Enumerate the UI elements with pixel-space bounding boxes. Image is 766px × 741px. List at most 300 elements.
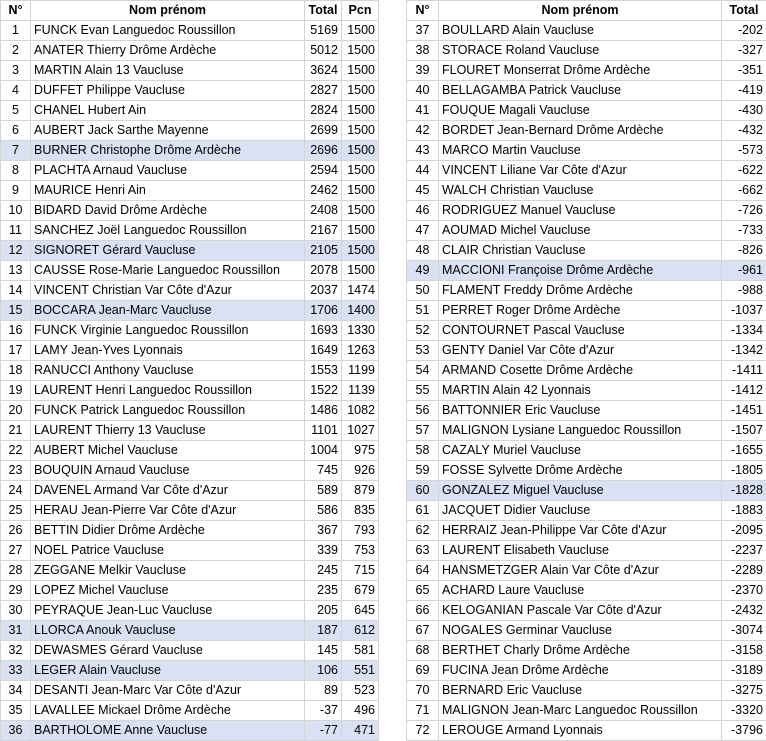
- row-number: 66: [407, 601, 439, 621]
- row-number: 44: [407, 161, 439, 181]
- table-row: [407, 121, 766, 141]
- row-name: BETTIN Didier Drôme Ardèche: [31, 521, 305, 541]
- row-number: 42: [407, 121, 439, 141]
- row-number: 36: [1, 721, 31, 741]
- row-number: 2: [1, 41, 31, 61]
- table-row: [1, 701, 379, 721]
- row-total: -2432: [722, 601, 766, 621]
- row-name: FLAMENT Freddy Drôme Ardèche: [439, 281, 722, 301]
- row-number: 34: [1, 681, 31, 701]
- table-row: [1, 421, 379, 441]
- table-row: [1, 621, 379, 641]
- row-number: 17: [1, 341, 31, 361]
- table-row: [1, 241, 379, 261]
- row-total: 2824: [305, 101, 342, 121]
- row-pcn: 1500: [342, 261, 379, 281]
- row-total: 1693: [305, 321, 342, 341]
- table-row: [407, 341, 766, 361]
- row-pcn: 1027: [342, 421, 379, 441]
- table-row: [1, 561, 379, 581]
- table-row: [1, 401, 379, 421]
- row-pcn: 523: [342, 681, 379, 701]
- row-total: -3796: [722, 721, 766, 741]
- row-number: 26: [1, 521, 31, 541]
- row-pcn: 1330: [342, 321, 379, 341]
- row-pcn: 1500: [342, 41, 379, 61]
- row-number: 20: [1, 401, 31, 421]
- table-row: [407, 441, 766, 461]
- table-row: [407, 41, 766, 61]
- table-row: [407, 641, 766, 661]
- row-number: 30: [1, 601, 31, 621]
- table-row: [1, 201, 379, 221]
- table-row: [1, 221, 379, 241]
- row-total: 1706: [305, 301, 342, 321]
- row-name: CLAIR Christian Vaucluse: [439, 241, 722, 261]
- header-name: Nom prénom: [439, 1, 722, 21]
- table-row: [1, 181, 379, 201]
- table-row: [407, 181, 766, 201]
- row-name: PEYRAQUE Jean-Luc Vaucluse: [31, 601, 305, 621]
- table-row: [1, 601, 379, 621]
- row-number: 61: [407, 501, 439, 521]
- row-name: MARTIN Alain 42 Lyonnais: [439, 381, 722, 401]
- row-total: 145: [305, 641, 342, 661]
- row-name: BOULLARD Alain Vaucluse: [439, 21, 722, 41]
- row-number: 57: [407, 421, 439, 441]
- row-name: VINCENT Liliane Var Côte d'Azur: [439, 161, 722, 181]
- table-row: [407, 281, 766, 301]
- row-name: MARCO Martin Vaucluse: [439, 141, 722, 161]
- row-total: -1655: [722, 441, 766, 461]
- row-name: BIDARD David Drôme Ardèche: [31, 201, 305, 221]
- row-total: -3320: [722, 701, 766, 721]
- row-pcn: 1082: [342, 401, 379, 421]
- row-total: 5012: [305, 41, 342, 61]
- table-row: [1, 341, 379, 361]
- row-name: CAZALY Muriel Vaucluse: [439, 441, 722, 461]
- row-total: -1342: [722, 341, 766, 361]
- row-name: FUNCK Patrick Languedoc Roussillon: [31, 401, 305, 421]
- row-name: WALCH Christian Vaucluse: [439, 181, 722, 201]
- table-row: [407, 141, 766, 161]
- table-row: [407, 721, 766, 741]
- row-name: ARMAND Cosette Drôme Ardèche: [439, 361, 722, 381]
- table-row: [407, 241, 766, 261]
- table-row: [407, 61, 766, 81]
- header-row: [1, 1, 379, 21]
- row-number: 15: [1, 301, 31, 321]
- row-name: LLORCA Anouk Vaucluse: [31, 621, 305, 641]
- row-name: HERAU Jean-Pierre Var Côte d'Azur: [31, 501, 305, 521]
- row-total: 3624: [305, 61, 342, 81]
- row-number: 37: [407, 21, 439, 41]
- table-row: [1, 161, 379, 181]
- row-number: 29: [1, 581, 31, 601]
- table-row: [1, 281, 379, 301]
- table-row: [1, 661, 379, 681]
- table-row: [1, 361, 379, 381]
- table-row: [407, 201, 766, 221]
- table-row: [1, 441, 379, 461]
- row-number: 18: [1, 361, 31, 381]
- row-total: -1828: [722, 481, 766, 501]
- row-total: -726: [722, 201, 766, 221]
- row-total: -3074: [722, 621, 766, 641]
- table-row: [407, 681, 766, 701]
- row-total: -430: [722, 101, 766, 121]
- table-row: [1, 81, 379, 101]
- row-total: 1522: [305, 381, 342, 401]
- row-number: 4: [1, 81, 31, 101]
- row-pcn: 1400: [342, 301, 379, 321]
- row-total: 1649: [305, 341, 342, 361]
- row-total: -733: [722, 221, 766, 241]
- row-total: -432: [722, 121, 766, 141]
- row-name: LAVALLEE Mickael Drôme Ardèche: [31, 701, 305, 721]
- row-total: -3189: [722, 661, 766, 681]
- row-name: LOPEZ Michel Vaucluse: [31, 581, 305, 601]
- row-number: 35: [1, 701, 31, 721]
- row-number: 23: [1, 461, 31, 481]
- row-total: 2167: [305, 221, 342, 241]
- row-number: 25: [1, 501, 31, 521]
- row-pcn: 1500: [342, 201, 379, 221]
- row-total: -1507: [722, 421, 766, 441]
- row-pcn: 496: [342, 701, 379, 721]
- row-total: 2594: [305, 161, 342, 181]
- row-name: RODRIGUEZ Manuel Vaucluse: [439, 201, 722, 221]
- header-number: N°: [407, 1, 439, 21]
- row-number: 48: [407, 241, 439, 261]
- row-number: 11: [1, 221, 31, 241]
- row-pcn: 793: [342, 521, 379, 541]
- table-row: [1, 721, 379, 741]
- row-name: AUBERT Michel Vaucluse: [31, 441, 305, 461]
- row-name: DEWASMES Gérard Vaucluse: [31, 641, 305, 661]
- table-row: [407, 401, 766, 421]
- table-row: [1, 461, 379, 481]
- table-row: [407, 601, 766, 621]
- row-number: 59: [407, 461, 439, 481]
- row-number: 56: [407, 401, 439, 421]
- row-name: BORDET Jean-Bernard Drôme Ardèche: [439, 121, 722, 141]
- row-total: 89: [305, 681, 342, 701]
- table-row: [1, 321, 379, 341]
- row-number: 72: [407, 721, 439, 741]
- row-number: 65: [407, 581, 439, 601]
- row-name: BELLAGAMBA Patrick Vaucluse: [439, 81, 722, 101]
- table-row: [407, 581, 766, 601]
- row-total: -2370: [722, 581, 766, 601]
- table-row: [1, 301, 379, 321]
- row-number: 64: [407, 561, 439, 581]
- row-pcn: 926: [342, 461, 379, 481]
- table-row: [1, 21, 379, 41]
- header-name: Nom prénom: [31, 1, 305, 21]
- table-row: [1, 381, 379, 401]
- row-total: 205: [305, 601, 342, 621]
- header-total: Total: [722, 1, 766, 21]
- row-number: 70: [407, 681, 439, 701]
- row-number: 69: [407, 661, 439, 681]
- row-pcn: 1500: [342, 181, 379, 201]
- row-name: PERRET Roger Drôme Ardèche: [439, 301, 722, 321]
- row-total: -622: [722, 161, 766, 181]
- ranking-table-right: [406, 0, 766, 741]
- table-row: [1, 141, 379, 161]
- row-total: 745: [305, 461, 342, 481]
- row-number: 22: [1, 441, 31, 461]
- table-row: [1, 101, 379, 121]
- row-name: GONZALEZ Miguel Vaucluse: [439, 481, 722, 501]
- table-row: [407, 101, 766, 121]
- row-total: -988: [722, 281, 766, 301]
- row-number: 50: [407, 281, 439, 301]
- row-number: 55: [407, 381, 439, 401]
- row-number: 71: [407, 701, 439, 721]
- row-name: LAURENT Thierry 13 Vaucluse: [31, 421, 305, 441]
- table-row: [407, 21, 766, 41]
- row-total: -573: [722, 141, 766, 161]
- row-name: KELOGANIAN Pascale Var Côte d'Azur: [439, 601, 722, 621]
- row-total: 2462: [305, 181, 342, 201]
- row-number: 68: [407, 641, 439, 661]
- table-row: [407, 321, 766, 341]
- row-number: 21: [1, 421, 31, 441]
- row-total: -2289: [722, 561, 766, 581]
- header-total: Total: [305, 1, 342, 21]
- row-total: 245: [305, 561, 342, 581]
- table-row: [407, 501, 766, 521]
- row-pcn: 1500: [342, 101, 379, 121]
- table-row: [407, 541, 766, 561]
- row-total: 2696: [305, 141, 342, 161]
- row-number: 47: [407, 221, 439, 241]
- row-name: LAURENT Elisabeth Vaucluse: [439, 541, 722, 561]
- row-total: 589: [305, 481, 342, 501]
- row-name: FUNCK Evan Languedoc Roussillon: [31, 21, 305, 41]
- table-row: [1, 581, 379, 601]
- row-pcn: 1139: [342, 381, 379, 401]
- row-pcn: 1500: [342, 121, 379, 141]
- row-pcn: 753: [342, 541, 379, 561]
- row-name: CONTOURNET Pascal Vaucluse: [439, 321, 722, 341]
- row-total: 106: [305, 661, 342, 681]
- row-number: 28: [1, 561, 31, 581]
- row-total: 1101: [305, 421, 342, 441]
- row-number: 63: [407, 541, 439, 561]
- row-name: ZEGGANE Melkir Vaucluse: [31, 561, 305, 581]
- row-total: 2408: [305, 201, 342, 221]
- row-number: 14: [1, 281, 31, 301]
- table-row: [407, 521, 766, 541]
- row-total: -1805: [722, 461, 766, 481]
- row-name: LEROUGE Armand Lyonnais: [439, 721, 722, 741]
- row-name: FOSSE Sylvette Drôme Ardèche: [439, 461, 722, 481]
- row-name: MALIGNON Lysiane Languedoc Roussillon: [439, 421, 722, 441]
- row-pcn: 471: [342, 721, 379, 741]
- row-number: 32: [1, 641, 31, 661]
- row-total: 235: [305, 581, 342, 601]
- row-total: -1883: [722, 501, 766, 521]
- row-name: BOUQUIN Arnaud Vaucluse: [31, 461, 305, 481]
- row-total: 339: [305, 541, 342, 561]
- row-name: JACQUET Didier Vaucluse: [439, 501, 722, 521]
- row-pcn: 1500: [342, 81, 379, 101]
- row-total: -1412: [722, 381, 766, 401]
- row-name: FUNCK Virginie Languedoc Roussillon: [31, 321, 305, 341]
- table-row: [407, 701, 766, 721]
- row-name: LAMY Jean-Yves Lyonnais: [31, 341, 305, 361]
- row-total: -327: [722, 41, 766, 61]
- row-total: 1004: [305, 441, 342, 461]
- table-row: [1, 681, 379, 701]
- row-number: 53: [407, 341, 439, 361]
- row-total: -202: [722, 21, 766, 41]
- row-number: 33: [1, 661, 31, 681]
- row-number: 49: [407, 261, 439, 281]
- row-number: 10: [1, 201, 31, 221]
- row-name: LEGER Alain Vaucluse: [31, 661, 305, 681]
- row-pcn: 1500: [342, 241, 379, 261]
- row-pcn: 1500: [342, 21, 379, 41]
- table-row: [407, 481, 766, 501]
- row-total: -2095: [722, 521, 766, 541]
- row-total: -3275: [722, 681, 766, 701]
- row-pcn: 1263: [342, 341, 379, 361]
- table-row: [1, 501, 379, 521]
- row-name: SIGNORET Gérard Vaucluse: [31, 241, 305, 261]
- header-number: N°: [1, 1, 31, 21]
- table-row: [407, 621, 766, 641]
- row-total: -662: [722, 181, 766, 201]
- row-total: 2037: [305, 281, 342, 301]
- table-row: [407, 421, 766, 441]
- row-name: HERRAIZ Jean-Philippe Var Côte d'Azur: [439, 521, 722, 541]
- row-number: 54: [407, 361, 439, 381]
- row-number: 60: [407, 481, 439, 501]
- row-total: -351: [722, 61, 766, 81]
- table-row: [1, 521, 379, 541]
- row-pcn: 551: [342, 661, 379, 681]
- table-row: [407, 661, 766, 681]
- row-total: -37: [305, 701, 342, 721]
- table-row: [407, 81, 766, 101]
- row-name: ACHARD Laure Vaucluse: [439, 581, 722, 601]
- row-pcn: 879: [342, 481, 379, 501]
- row-number: 31: [1, 621, 31, 641]
- row-number: 40: [407, 81, 439, 101]
- row-number: 12: [1, 241, 31, 261]
- row-number: 3: [1, 61, 31, 81]
- row-name: STORACE Roland Vaucluse: [439, 41, 722, 61]
- table-row: [407, 361, 766, 381]
- row-name: GENTY Daniel Var Côte d'Azur: [439, 341, 722, 361]
- row-name: RANUCCI Anthony Vaucluse: [31, 361, 305, 381]
- row-name: LAURENT Henri Languedoc Roussillon: [31, 381, 305, 401]
- table-row: [1, 61, 379, 81]
- row-number: 24: [1, 481, 31, 501]
- row-number: 45: [407, 181, 439, 201]
- row-pcn: 1500: [342, 161, 379, 181]
- row-total: -826: [722, 241, 766, 261]
- row-name: PLACHTA Arnaud Vaucluse: [31, 161, 305, 181]
- row-pcn: 1500: [342, 141, 379, 161]
- row-name: BERNARD Eric Vaucluse: [439, 681, 722, 701]
- row-number: 39: [407, 61, 439, 81]
- row-name: MALIGNON Jean-Marc Languedoc Roussillon: [439, 701, 722, 721]
- row-pcn: 835: [342, 501, 379, 521]
- row-name: DESANTI Jean-Marc Var Côte d'Azur: [31, 681, 305, 701]
- row-number: 16: [1, 321, 31, 341]
- row-total: 367: [305, 521, 342, 541]
- row-number: 1: [1, 21, 31, 41]
- row-number: 62: [407, 521, 439, 541]
- row-pcn: 1199: [342, 361, 379, 381]
- row-number: 43: [407, 141, 439, 161]
- row-number: 46: [407, 201, 439, 221]
- row-total: 5169: [305, 21, 342, 41]
- row-total: -419: [722, 81, 766, 101]
- row-total: 2827: [305, 81, 342, 101]
- row-pcn: 679: [342, 581, 379, 601]
- row-name: BATTONNIER Eric Vaucluse: [439, 401, 722, 421]
- row-name: SANCHEZ Joël Languedoc Roussillon: [31, 221, 305, 241]
- table-row: [407, 221, 766, 241]
- row-name: DAVENEL Armand Var Côte d'Azur: [31, 481, 305, 501]
- table-row: [1, 121, 379, 141]
- row-pcn: 645: [342, 601, 379, 621]
- row-total: -77: [305, 721, 342, 741]
- row-name: BOCCARA Jean-Marc Vaucluse: [31, 301, 305, 321]
- row-pcn: 975: [342, 441, 379, 461]
- row-name: FOUQUE Magali Vaucluse: [439, 101, 722, 121]
- table-row: [1, 481, 379, 501]
- row-number: 19: [1, 381, 31, 401]
- row-name: DUFFET Philippe Vaucluse: [31, 81, 305, 101]
- row-pcn: 581: [342, 641, 379, 661]
- table-row: [407, 261, 766, 281]
- ranking-rows-left: [1, 21, 379, 741]
- row-number: 8: [1, 161, 31, 181]
- row-total: 187: [305, 621, 342, 641]
- row-name: MARTIN Alain 13 Vaucluse: [31, 61, 305, 81]
- table-row: [407, 161, 766, 181]
- table-row: [1, 541, 379, 561]
- ranking-table-left: [0, 0, 379, 741]
- row-total: 1486: [305, 401, 342, 421]
- table-row: [1, 641, 379, 661]
- row-number: 67: [407, 621, 439, 641]
- row-name: VINCENT Christian Var Côte d'Azur: [31, 281, 305, 301]
- row-name: ANATER Thierry Drôme Ardèche: [31, 41, 305, 61]
- row-name: NOGALES Germinar Vaucluse: [439, 621, 722, 641]
- row-number: 13: [1, 261, 31, 281]
- row-total: -1334: [722, 321, 766, 341]
- header-pcn: Pcn: [342, 1, 379, 21]
- row-pcn: 612: [342, 621, 379, 641]
- row-number: 27: [1, 541, 31, 561]
- table-row: [1, 261, 379, 281]
- row-pcn: 715: [342, 561, 379, 581]
- row-name: AOUMAD Michel Vaucluse: [439, 221, 722, 241]
- row-total: -2237: [722, 541, 766, 561]
- row-name: MACCIONI Françoise Drôme Ardèche: [439, 261, 722, 281]
- row-number: 6: [1, 121, 31, 141]
- row-number: 7: [1, 141, 31, 161]
- row-pcn: 1474: [342, 281, 379, 301]
